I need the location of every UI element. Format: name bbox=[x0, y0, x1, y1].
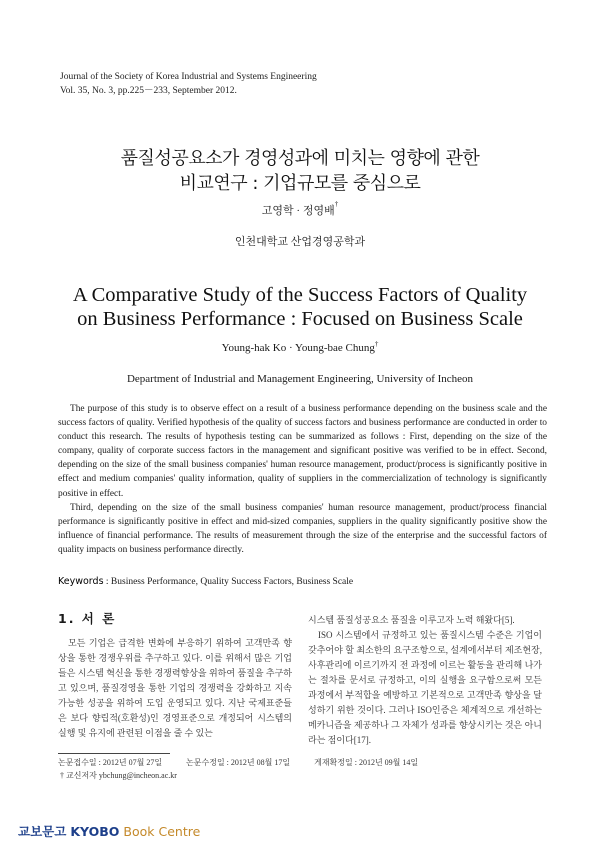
keywords bbox=[58, 576, 353, 587]
footer-brand-logo bbox=[18, 822, 200, 840]
english-affiliation: Department of Industrial and Management Engineering, University of Incheon bbox=[126, 373, 474, 385]
english-authors-names: Young-hak Ko · Young-bae Chung bbox=[221, 342, 375, 354]
body-column-right bbox=[308, 613, 542, 748]
korean-title-line2: 비교연구 : 기업규모를 중심으로 bbox=[179, 173, 421, 194]
korean-authors bbox=[40, 202, 560, 218]
revised-date: 논문수정일 : 2012년 08월 17일 bbox=[186, 758, 291, 767]
brand-korean: 교보문고 bbox=[18, 824, 67, 839]
accepted-date: 게재확정일 : 2012년 09월 14일 bbox=[314, 758, 419, 767]
korean-affiliation: 인천대학교 산업경영공학과 bbox=[234, 236, 366, 248]
abstract-paragraph-2: Third, depending on the size of the small business companies' human resource management, product/process financial performance is significantly positive in effect and mid-sized companies, suppliers in the quality significantly positive show the influence of financial performance. The results of measurement through the size of the enterprise and the successful factors of quality impacts on business performance directly. bbox=[58, 502, 547, 555]
korean-author-mark: † bbox=[334, 200, 339, 208]
footnote-divider bbox=[58, 753, 170, 754]
journal-header bbox=[60, 70, 317, 98]
section-heading: 1. 서 론 bbox=[58, 611, 117, 626]
english-title-line1: A Comparative Study of the Success Factors of Quality bbox=[72, 284, 528, 306]
received-date: 논문접수일 : 2012년 07월 27일 bbox=[58, 758, 163, 767]
corresponding-author: † 교신저자 ybchung@incheon.ac.kr bbox=[60, 771, 177, 780]
body-continuation-line: 시스템 품질성공요소 품질을 이루고자 노력 해왔다[5]. bbox=[308, 615, 515, 625]
keywords-label: Keywords bbox=[58, 576, 104, 587]
footnote-dates bbox=[58, 757, 440, 768]
korean-title-line1: 품질성공요소가 경영성과에 미치는 영향에 관한 bbox=[120, 148, 480, 169]
brand-suffix: Book Centre bbox=[123, 824, 201, 839]
english-title-line2: on Business Performance : Focused on Business Scale bbox=[77, 308, 523, 330]
journal-name: Journal of the Society of Korea Industrial and Systems Engineering bbox=[60, 72, 317, 82]
english-author-mark: † bbox=[374, 340, 379, 348]
body-paragraph: 모든 기업은 급격한 변화에 부응하기 위하여 고객만족 향상을 통한 경쟁우위를 추구하고 있다. 이를 위해서 많은 기업들은 시스템 혁신을 통한 경쟁력향상을 위하여 품질을 추구하고 있으며, 품질경영을 통한 기업의 경쟁력을 강화하고 지속가능한 성공을 위하여 도입 운영되고 있다. 지난 국제표준들은 보다 향립적(호환성)인 경영표준으로 개정되어 시스템의 실행 및 유지에 관련된 이점을 줄 수 있는 bbox=[58, 638, 292, 738]
keywords-text: : Business Performance, Quality Success Factors, Business Scale bbox=[105, 577, 354, 587]
journal-volume: Vol. 35, No. 3, pp.225－233, September 2012. bbox=[60, 86, 237, 96]
english-authors bbox=[40, 342, 560, 354]
body-paragraph: ISO 시스템에서 규정하고 있는 품질시스템 수준은 기업이 갖추어야 할 최소한의 요구조항으로, 설계에서부터 제조현장, 사후관리에 이르기까지 전 과정에 이르는 활동을 관리해 나가는 절차를 문서로 규정하고, 이의 실행을 요구함으로써 모든 과정에서 부적합을 예방하고 기본적으로 고객만족 향상을 달성하기 위한 것이다. 그러나 ISO인증은 체계적으로 개선하는 메카니즘을 제공하나 그 자체가 성과를 향상시키는 것은 아니라는 점이다[17]. bbox=[308, 630, 542, 745]
body-column-left bbox=[58, 636, 292, 741]
korean-authors-names: 고영학 · 정영배 bbox=[261, 205, 335, 217]
abstract bbox=[58, 402, 547, 557]
brand-english: KYOBO bbox=[70, 824, 120, 839]
abstract-paragraph-1: The purpose of this study is to observe effect on a result of a business performance depending on the business scale and the success factors of quality. Verified hypothesis of the quality of success factors and business performance are conducted in order to conduct this research. The results of hypothesis testing can be summarized as follows : First, depending on the size of the company, quality of corporate success factors in the management and significant positive was verified to be in effect. Second, depending on the size of the small business companies' human resource management, product/process is significantly positive in effect and medium companies' quality information, quality of suppliers in the commercialization of technology is significantly positive in effect. bbox=[58, 404, 547, 499]
